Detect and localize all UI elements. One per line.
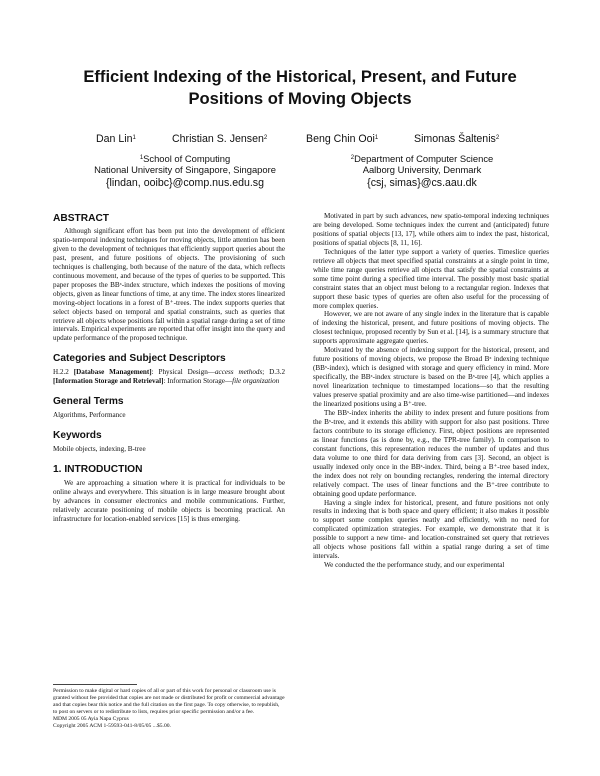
body-paragraph: Techniques of the latter type support a variety of queries. Timeslice queries retrieve all objects that meet specified spatial constraints at a single point in time, while time range queries retrieve all objects that satisfy the spatial constraints at some time point during a specified time interval. The possibly most basic spatial constraint states that an object must belong to a rectangular region. Indexes that support these basic types of queries are often also useful for the processing of more complex queries. <box>313 247 549 310</box>
affiliation-1 <box>60 153 310 191</box>
affiliation-dept: $^2$Department of Computer Science <box>350 153 494 164</box>
author-mark: 1 <box>374 135 379 141</box>
left-column <box>53 212 285 524</box>
author-name: Simonas Šaltenis <box>414 133 496 145</box>
author-4 <box>414 133 499 145</box>
paper-title <box>40 66 560 110</box>
introduction-paragraph: We are approaching a situation where it is practical for individuals to be online always and everywhere. This situation is in large measure brought about by advances in consumer electronics and mobile communications. Further, relatively accurate positioning of mobile objects is becoming practical. An infrastructure for location-enabled services [15] is thus emerging. <box>53 479 285 524</box>
copyright-notice <box>53 688 285 729</box>
general-terms-text: Algorithms, Performance <box>53 411 126 420</box>
author-2 <box>172 133 267 145</box>
general-terms-heading: General Terms <box>53 396 124 408</box>
title-line-2: Positions of Moving Objects <box>188 89 412 108</box>
body-paragraph: The BBˣ-index inherits the ability to index present and future positions from the Bˣ-tree, and it extends this ability with support for also past positions. Three factors contribute to its storage efficiency. First, object positions are represented as linear functions (as is done by, e.g., the TPR-tree family). In comparison to constant functions, this representation reduces the number of updates and thus data volume to one third for data deriving from cars [3]. Second, an object is usually indexed only once in the BBˣ-index. Third, being a B⁺-tree based index, the index does not rely on bounding rectangles, rendering the internal directory relatively compact. The uses of linear functions and the B⁺-tree contribute to obtaining good update performance. <box>313 408 549 498</box>
copyright-text: Permission to make digital or hard copies of all or part of this work for personal or classroom use is granted without fee provided that copies are not made or distributed for profit or commercial advantage and that copies bear this notice and the full citation on the first page. To copy otherwise, to republish, to post on servers or to redistribute to lists, requires prior specific permission and/or a fee. <box>53 688 285 715</box>
right-column <box>313 212 549 570</box>
body-paragraph: However, we are not aware of any single index in the literature that is capable of indexing the historical, present, and future positions of moving objects. The closest technique, proposed recently by Sun et al. [14], is a summary structure that supports approximate aggregate queries. <box>313 310 549 346</box>
categories-text: H.2.2 [Database Management]: Physical Design—access methods; D.3.2 [Information Storage and Retrieval]: Information Storage—file organization <box>53 368 286 386</box>
author-mark: 2 <box>263 135 268 141</box>
author-name: Christian S. Jensen <box>172 133 264 145</box>
affiliation-email: {csj, simas}@cs.aau.dk <box>367 176 477 189</box>
body-paragraph: We conducted the the performance study, and our experimental <box>324 561 505 570</box>
copyright-venue: MDM 2005 05 Ayia Napa Cyprus <box>53 715 129 722</box>
body-paragraph: Motivated in part by such advances, new spatio-temporal indexing techniques are being developed. Some techniques index the current and (anticipated) future positions of spatial objects [13, 17], while others aim to index the past, historical, positions of spatial objects [8, 11, 16]. <box>313 212 549 247</box>
abstract-text: Although significant effort has been put into the development of efficient spatio-temporal indexing techniques for moving objects, little attention has been given to the development of techniques that efficiently support queries about the past, present, and future positions of objects. The provisioning of such techniques is challenging, both because of the nature of the data, which reflects continuous movement, and because of the types of queries to be supported. This paper proposes the BBˣ-index structure, which indexes the positions of moving objects, given as linear functions of time, at any time. The index stores linearized moving-object locations in a forest of B⁺-trees. The index supports queries that select objects based on temporal and spatial constraints, such as queries that retrieve all objects whose positions fall within a spatial range during a set of time intervals. Empirical experiments are reported that offer insight into the query and update performance of the proposed technique. <box>53 227 286 343</box>
author-name: Dan Lin <box>96 133 133 145</box>
introduction-heading: 1. INTRODUCTION <box>53 464 143 476</box>
affiliation-org: National University of Singapore, Singapore <box>94 164 276 176</box>
body-paragraph: Having a single index for historical, present, and future positions not only results in indexing that is both space and query efficient; it also makes it possible to support some complex queries neatly and efficiently, with no need for complicated optimization strategies. For example, we demonstrate that it is possible to support a new time- and location-constrained set query that retrieves all objects whose positions fall within a spatial range during a set of time intervals. <box>313 498 549 561</box>
abstract-heading: ABSTRACT <box>53 213 110 224</box>
author-3 <box>306 133 378 145</box>
author-mark: 2 <box>495 135 500 141</box>
categories-heading: Categories and Subject Descriptors <box>53 353 226 365</box>
copyright-line: Copyright 2005 ACM 1-59593-041-8/05/05 ...$5.00. <box>53 722 171 729</box>
keywords-text: Mobile objects, indexing, B-tree <box>53 445 146 454</box>
affiliation-dept: $^1$School of Computing <box>139 153 231 164</box>
affiliation-2 <box>297 153 547 191</box>
affiliation-email: {lindan, ooibc}@comp.nus.edu.sg <box>106 176 264 189</box>
title-line-1: Efficient Indexing of the Historical, Present, and Future <box>83 67 517 86</box>
body-paragraph: Motivated by the absence of indexing support for the historical, present, and future positions of moving objects, we propose the Broad Bˣ indexing technique (BBˣ-index), which is designed with storage and query efficiency in mind. More specifically, the BBˣ-index structure is based on the Bˣ-tree [4], which applies a novel linearization technique to timestamped locations—so that the resulting values preserve spatial proximity and are also time-wise partitioned—and indexes the linearized positions using a B⁺-tree. <box>313 346 549 409</box>
affiliation-org: Aalborg University, Denmark <box>362 164 482 176</box>
author-mark: 1 <box>132 135 136 141</box>
keywords-heading: Keywords <box>53 430 102 442</box>
author-name: Beng Chin Ooi <box>306 133 375 145</box>
author-1 <box>96 133 136 145</box>
footnote-rule <box>53 684 137 685</box>
